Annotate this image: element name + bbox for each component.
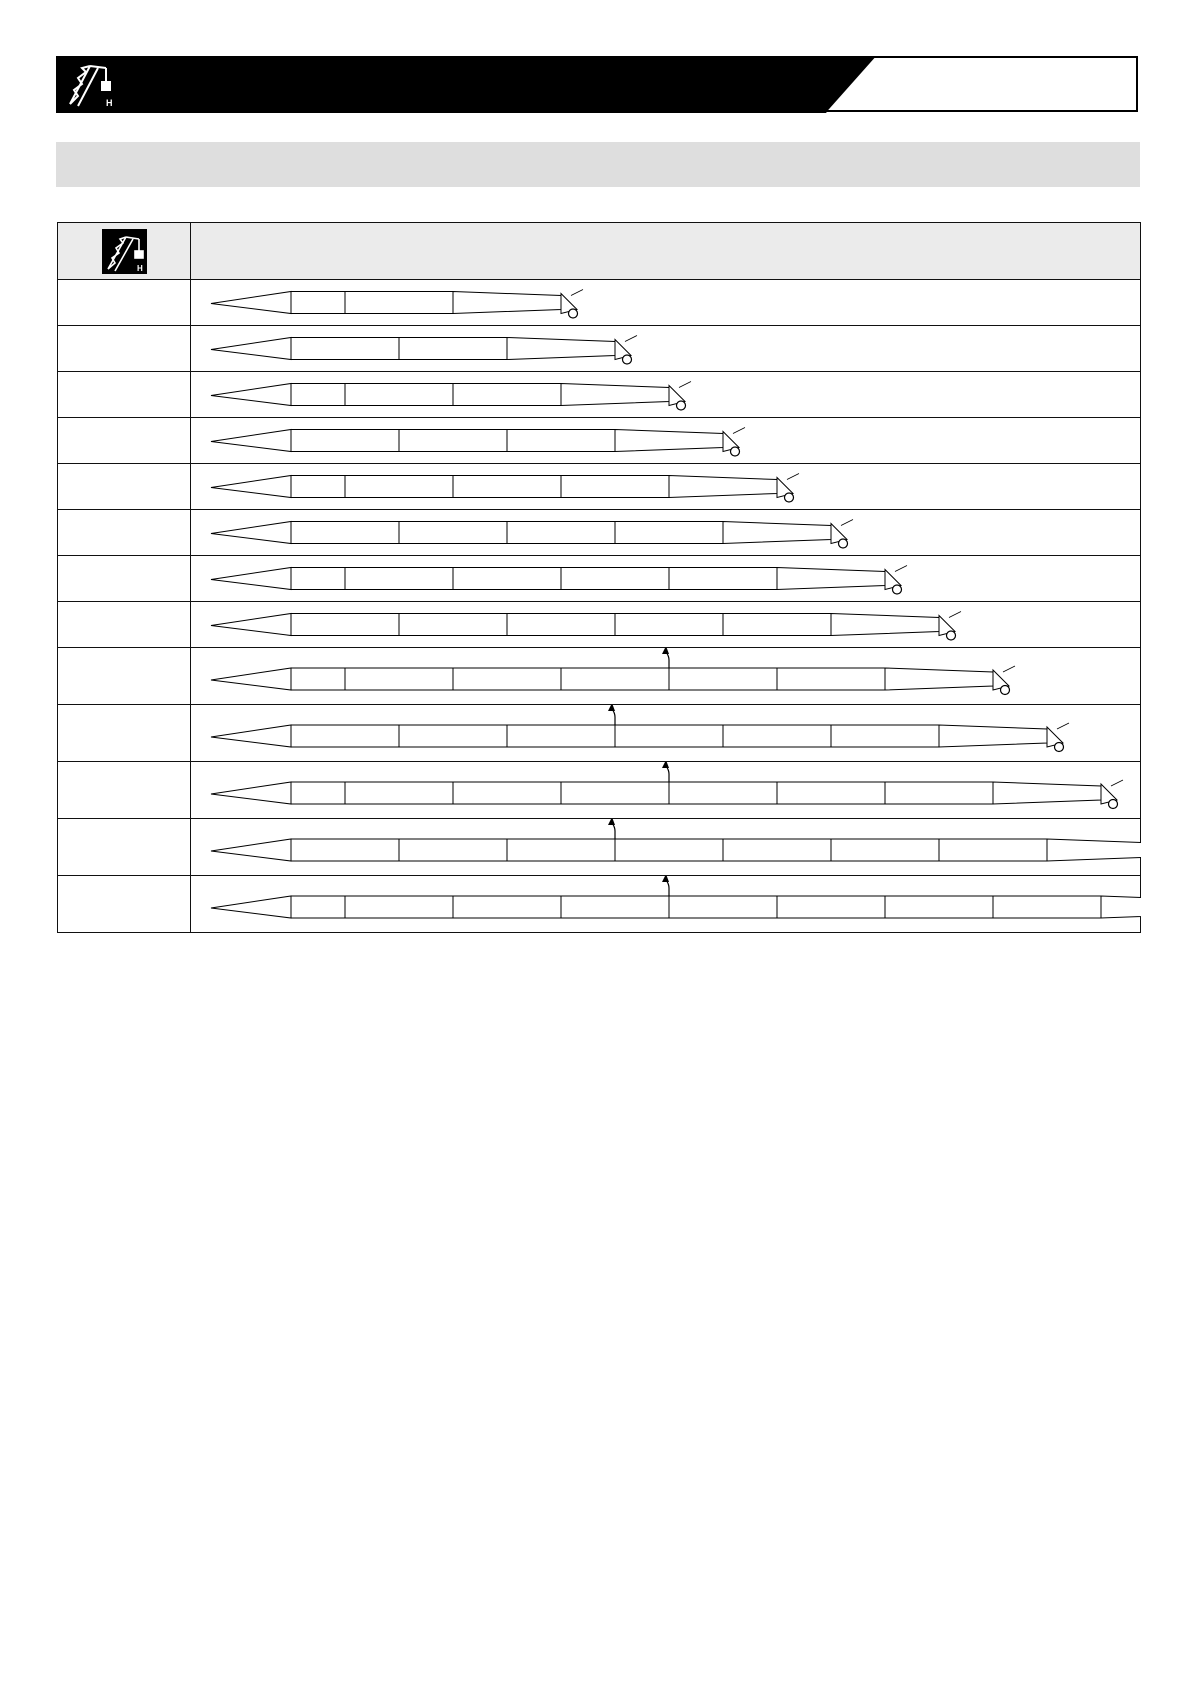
boom-insert-section: [345, 476, 453, 498]
mast-connection-marker: [666, 880, 669, 896]
pendant-line: [679, 382, 691, 388]
boom-insert-section: [507, 522, 615, 544]
boom-diagram-cell: [191, 372, 1141, 418]
boom-insert-section: [345, 668, 453, 690]
boom-insert-section: [399, 430, 507, 452]
pendant-line: [1057, 723, 1069, 729]
boom-diagram-cell: [191, 602, 1141, 648]
boom-insert-section: [669, 896, 777, 918]
boom-insert-section: [561, 568, 669, 590]
pendant-line: [1003, 666, 1015, 672]
boom-insert-section: [615, 725, 723, 747]
page-header: [56, 56, 1139, 113]
boom-insert-section: [885, 896, 993, 918]
boom-diagram: [191, 418, 1141, 463]
boom-insert-section: [399, 522, 507, 544]
pendant-line: [571, 290, 583, 296]
boom-head-section: [993, 782, 1101, 804]
boom-insert-section: [291, 668, 345, 690]
mast-connection-marker: [666, 652, 669, 668]
pendant-line: [1111, 780, 1123, 786]
boom-insert-section: [507, 614, 615, 636]
boom-insert-section: [831, 725, 939, 747]
boom-head-section: [669, 476, 777, 498]
pendant-line: [625, 336, 637, 342]
boom-insert-section: [777, 782, 885, 804]
boom-diagram: [191, 510, 1141, 555]
boom-butt-section: [211, 839, 291, 861]
table-row: [58, 326, 1141, 372]
svg-text:H: H: [136, 263, 143, 273]
boom-insert-section: [507, 430, 615, 452]
boom-diagram: [191, 648, 1141, 704]
boom-insert-section: [723, 839, 831, 861]
boom-butt-section: [211, 430, 291, 452]
sheave-wheel-icon: [731, 447, 740, 456]
boom-butt-section: [211, 725, 291, 747]
boom-insert-section: [291, 614, 399, 636]
boom-butt-section: [211, 384, 291, 406]
mast-connection-marker: [612, 823, 615, 839]
boom-diagram: [191, 876, 1141, 932]
boom-diagram: [191, 464, 1141, 509]
pendant-line: [841, 520, 853, 526]
boom-insert-section: [453, 384, 561, 406]
boom-insert-section: [291, 430, 399, 452]
header-label-box: [826, 57, 1137, 111]
boom-insert-section: [291, 338, 399, 360]
boom-head-section: [453, 292, 561, 314]
table-row: [58, 510, 1141, 556]
boom-head-section: [1047, 839, 1141, 861]
table-row: [58, 648, 1141, 705]
sheave-wheel-icon: [623, 355, 632, 364]
pendant-line: [733, 428, 745, 434]
boom-diagram: [191, 556, 1141, 601]
table-row: [58, 556, 1141, 602]
boom-insert-section: [345, 896, 453, 918]
boom-diagram-cell: [191, 762, 1141, 819]
table-row: [58, 819, 1141, 876]
boom-diagram-cell: [191, 510, 1141, 556]
row-label: [58, 705, 191, 762]
boom-butt-section: [211, 292, 291, 314]
boom-diagram: [191, 280, 1141, 325]
table-row: [58, 762, 1141, 819]
boom-insert-section: [993, 896, 1101, 918]
row-label: [58, 762, 191, 819]
boom-diagram-cell: [191, 418, 1141, 464]
boom-insert-section: [453, 668, 561, 690]
boom-insert-section: [885, 782, 993, 804]
boom-butt-section: [211, 568, 291, 590]
pendant-line: [895, 566, 907, 572]
boom-insert-section: [345, 384, 453, 406]
row-label: [58, 510, 191, 556]
row-label: [58, 556, 191, 602]
row-label: [58, 876, 191, 933]
boom-diagram-cell: [191, 705, 1141, 762]
boom-insert-section: [615, 522, 723, 544]
table-row: [58, 418, 1141, 464]
sheave-wheel-icon: [1109, 800, 1118, 809]
boom-butt-section: [211, 338, 291, 360]
arrow-up-icon: [662, 648, 669, 654]
header-icon-cell: [58, 223, 191, 280]
boom-insert-section: [561, 476, 669, 498]
sheave-wheel-icon: [893, 585, 902, 594]
boom-insert-section: [453, 476, 561, 498]
boom-insert-section: [831, 839, 939, 861]
section-title-band: [56, 142, 1140, 187]
boom-insert-section: [291, 839, 399, 861]
arrow-up-icon: [662, 762, 669, 768]
boom-head-section: [507, 338, 615, 360]
boom-insert-section: [291, 292, 345, 314]
boom-insert-section: [399, 338, 507, 360]
boom-insert-section: [615, 614, 723, 636]
header-black-band: [56, 56, 874, 113]
mast-connection-marker: [666, 766, 669, 782]
boom-insert-section: [345, 782, 453, 804]
boom-insert-section: [723, 725, 831, 747]
boom-insert-section: [345, 292, 453, 314]
logo-letter: H: [106, 98, 113, 108]
boom-insert-section: [669, 782, 777, 804]
table-row: [58, 464, 1141, 510]
boom-head-section: [1101, 896, 1141, 918]
row-label: [58, 819, 191, 876]
boom-insert-section: [399, 725, 507, 747]
boom-insert-section: [723, 614, 831, 636]
row-label: [58, 464, 191, 510]
sheave-wheel-icon: [1001, 686, 1010, 695]
boom-configuration-table: [57, 222, 1141, 933]
boom-insert-section: [939, 839, 1047, 861]
boom-insert-section: [507, 839, 615, 861]
boom-head-section: [777, 568, 885, 590]
boom-insert-section: [453, 782, 561, 804]
boom-diagram-cell: [191, 326, 1141, 372]
boom-butt-section: [211, 522, 291, 544]
boom-insert-section: [453, 896, 561, 918]
boom-insert-section: [561, 668, 669, 690]
boom-insert-section: [777, 896, 885, 918]
row-label: [58, 418, 191, 464]
boom-insert-section: [345, 568, 453, 590]
boom-diagram: [191, 372, 1141, 417]
boom-head-section: [885, 668, 993, 690]
mast-connection-marker: [612, 709, 615, 725]
boom-insert-section: [399, 839, 507, 861]
boom-head-section: [723, 522, 831, 544]
pendant-line: [949, 612, 961, 618]
arrow-up-icon: [608, 819, 615, 825]
boom-insert-section: [291, 725, 399, 747]
boom-insert-section: [507, 725, 615, 747]
row-label: [58, 602, 191, 648]
boom-head-section: [615, 430, 723, 452]
table-row: [58, 372, 1141, 418]
header-description-cell: [191, 223, 1141, 280]
boom-head-section: [939, 725, 1047, 747]
boom-insert-section: [669, 568, 777, 590]
boom-diagram-cell: [191, 819, 1141, 876]
boom-butt-section: [211, 476, 291, 498]
row-label: [58, 326, 191, 372]
boom-diagram: [191, 326, 1141, 371]
boom-insert-section: [615, 839, 723, 861]
table-header-row: [58, 223, 1141, 280]
boom-butt-section: [211, 896, 291, 918]
table-row: [58, 280, 1141, 326]
boom-insert-section: [291, 476, 345, 498]
table-row: [58, 705, 1141, 762]
boom-diagram: [191, 762, 1141, 818]
boom-insert-section: [561, 782, 669, 804]
boom-insert-section: [669, 668, 777, 690]
row-label: [58, 648, 191, 705]
boom-diagram-cell: [191, 556, 1141, 602]
pendant-line: [787, 474, 799, 480]
lattice-boom-crane-hook-icon: [102, 229, 147, 274]
boom-diagram-cell: [191, 876, 1141, 933]
boom-butt-section: [211, 782, 291, 804]
boom-insert-section: [777, 668, 885, 690]
boom-diagram: [191, 819, 1141, 875]
boom-insert-section: [291, 384, 345, 406]
row-label: [58, 280, 191, 326]
boom-butt-section: [211, 668, 291, 690]
sheave-wheel-icon: [1055, 743, 1064, 752]
arrow-up-icon: [662, 876, 669, 882]
sheave-wheel-icon: [785, 493, 794, 502]
sheave-wheel-icon: [947, 631, 956, 640]
arrow-up-icon: [608, 705, 615, 711]
boom-insert-section: [291, 522, 399, 544]
boom-insert-section: [453, 568, 561, 590]
boom-diagram-cell: [191, 280, 1141, 326]
sheave-wheel-icon: [569, 309, 578, 318]
boom-insert-section: [399, 614, 507, 636]
boom-insert-section: [291, 896, 345, 918]
table-row: [58, 876, 1141, 933]
boom-butt-section: [211, 614, 291, 636]
boom-head-section: [561, 384, 669, 406]
table-row: [58, 602, 1141, 648]
boom-diagram: [191, 705, 1141, 761]
boom-insert-section: [561, 896, 669, 918]
boom-diagram-cell: [191, 464, 1141, 510]
boom-head-section: [831, 614, 939, 636]
sheave-wheel-icon: [839, 539, 848, 548]
row-label: [58, 372, 191, 418]
boom-insert-section: [291, 568, 345, 590]
sheave-wheel-icon: [677, 401, 686, 410]
boom-diagram: [191, 602, 1141, 647]
boom-diagram-cell: [191, 648, 1141, 705]
boom-insert-section: [291, 782, 345, 804]
